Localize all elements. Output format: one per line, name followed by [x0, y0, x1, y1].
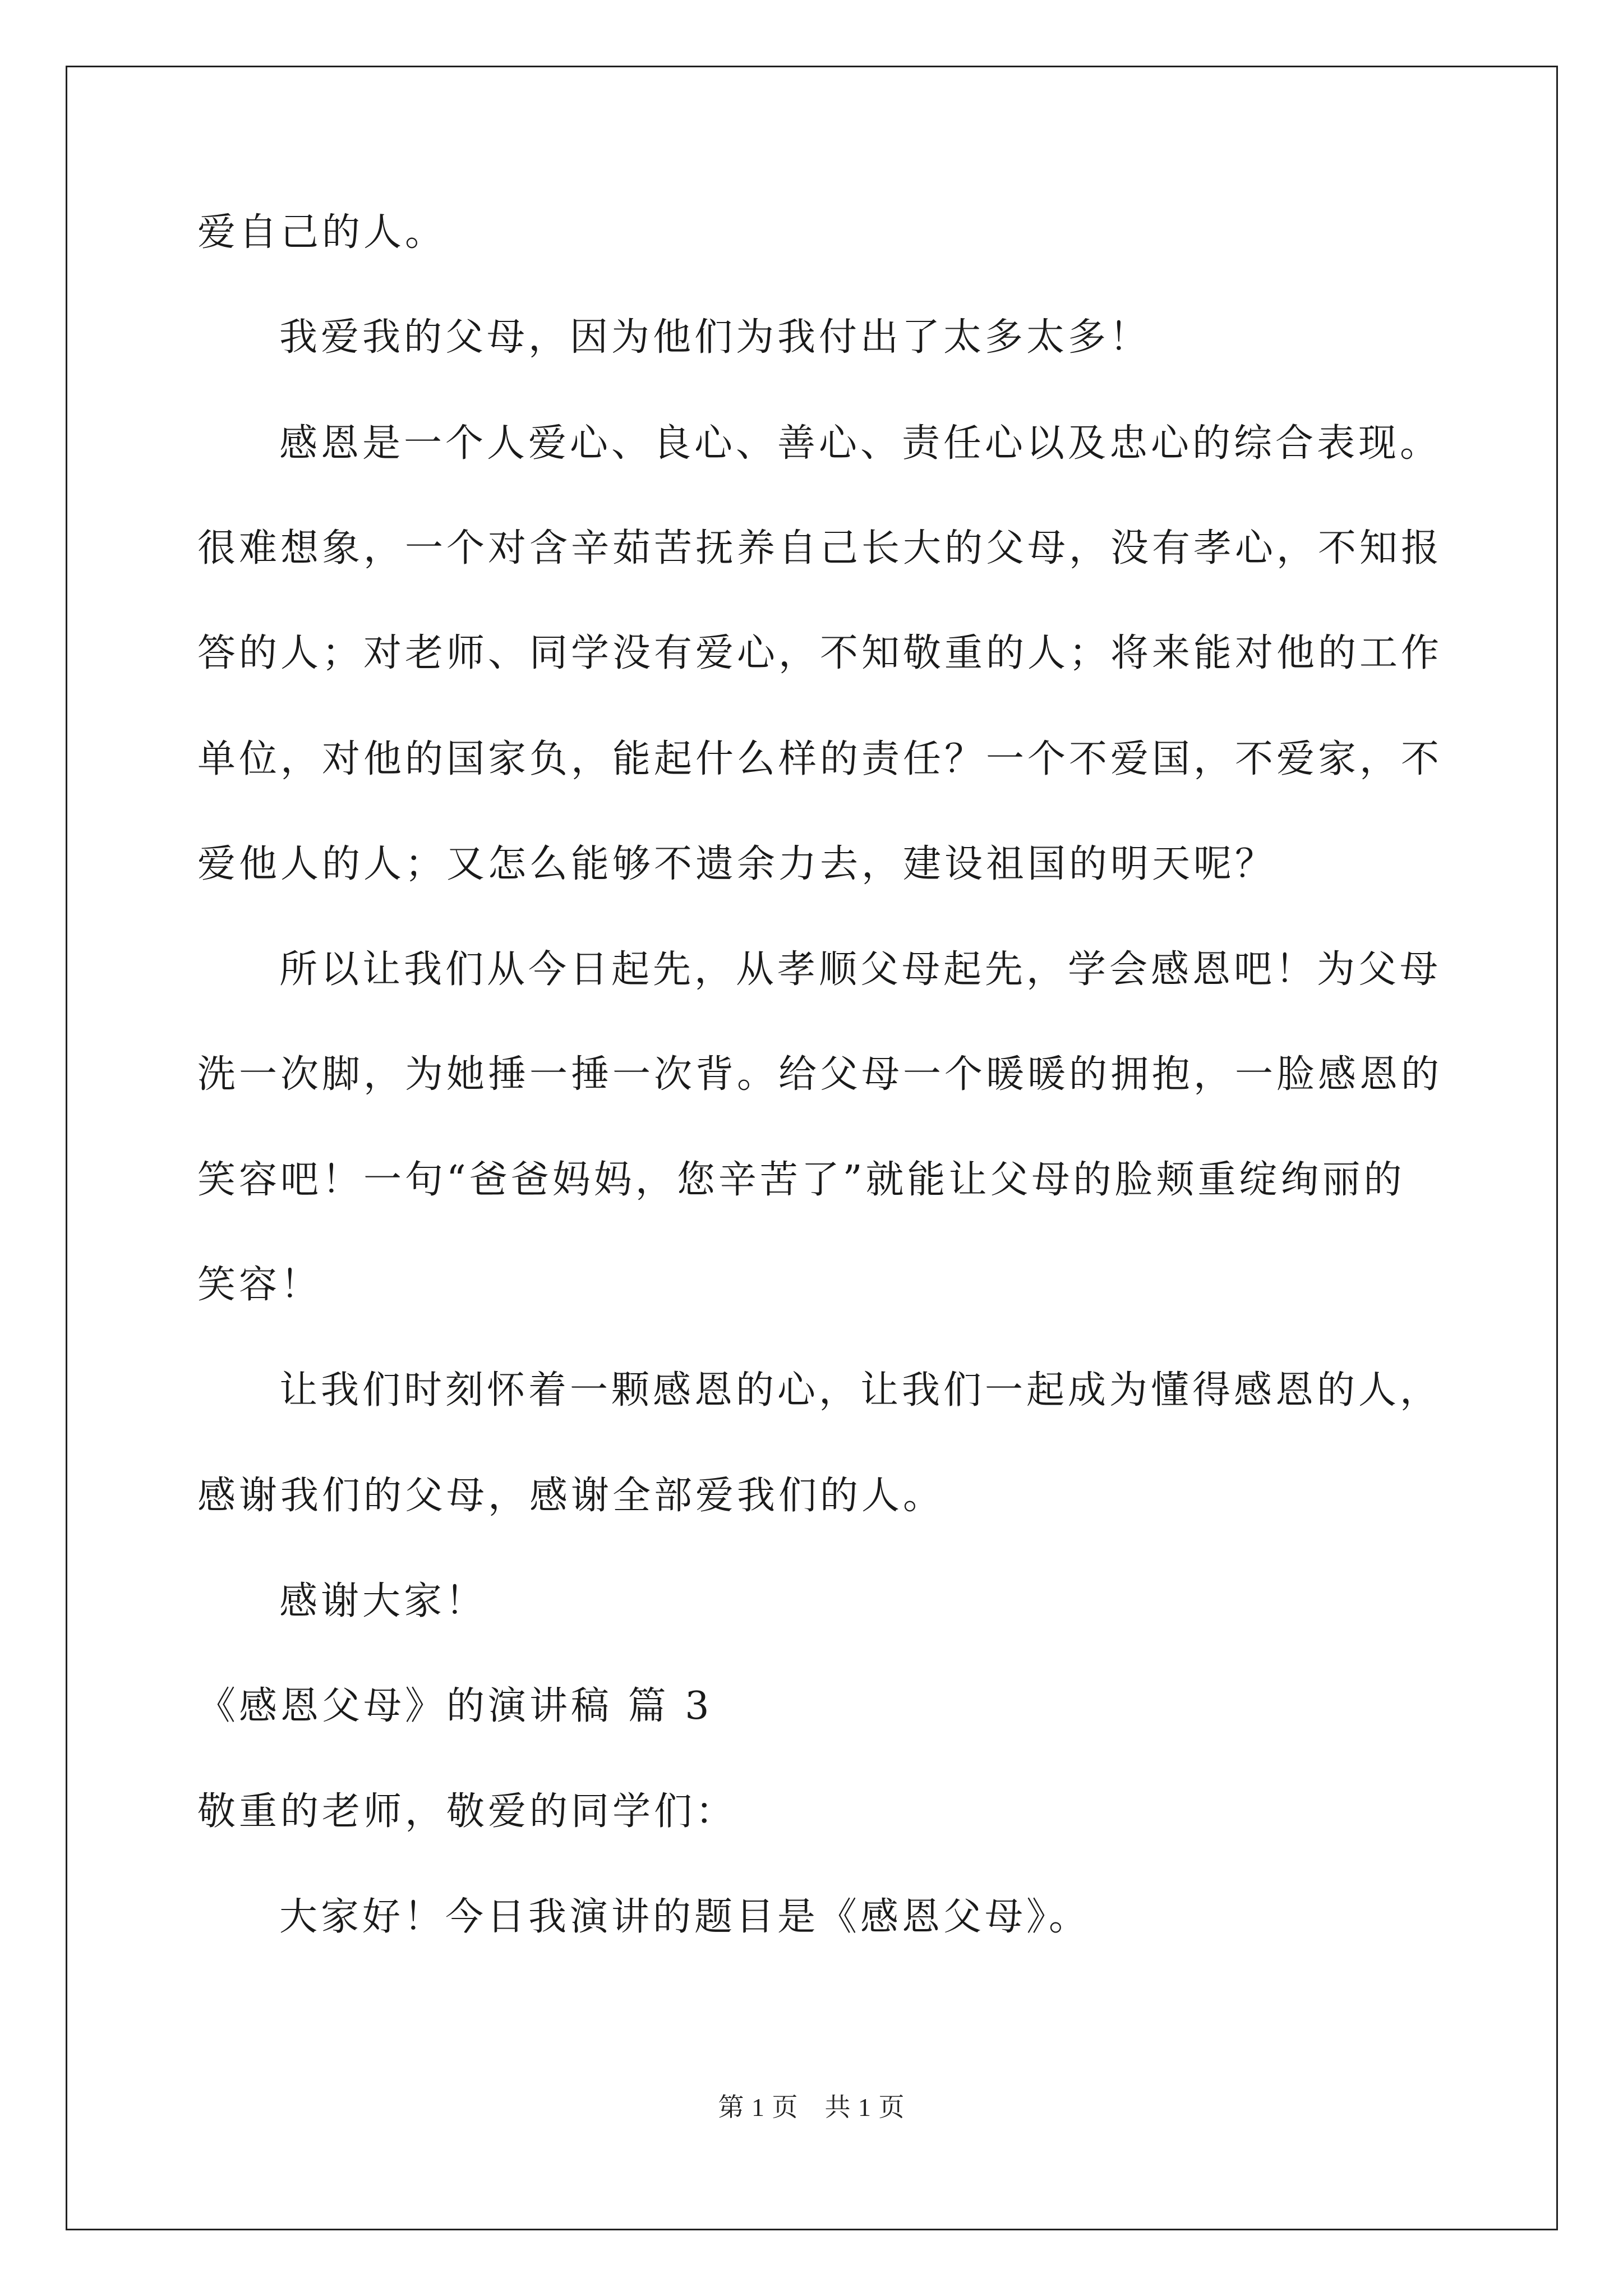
text-line: 单位，对他的国家负，能起什么样的责任？一个不爱国，不爱家，不 [197, 737, 1443, 781]
text-line: 笑容！ [197, 1263, 322, 1307]
section-heading: 《感恩父母》的演讲稿 篇 3 [197, 1684, 713, 1728]
paragraph-line: 让我们时刻怀着一颗感恩的心，让我们一起成为懂得感恩的人， [279, 1368, 1442, 1412]
text-line: 爱自己的人。 [197, 210, 447, 255]
text-line: 洗一次脚，为她捶一捶一次背。给父母一个暖暖的拥抱，一脸感恩的 [197, 1052, 1443, 1097]
paragraph-line: 感谢大家！ [279, 1579, 487, 1623]
text-line: 很难想象，一个对含辛茹苦抚养自己长大的父母，没有孝心，不知报 [197, 526, 1443, 570]
text-line: 感谢我们的父母，感谢全部爱我们的人。 [197, 1474, 945, 1518]
salutation-line: 敬重的老师，敬爱的同学们： [197, 1789, 737, 1834]
text-line: 答的人；对老师、同学没有爱心，不知敬重的人；将来能对他的工作 [197, 631, 1443, 675]
paragraph-line: 我爱我的父母，因为他们为我付出了太多太多！ [279, 315, 1151, 360]
text-line: 爱他人的人；又怎么能够不遗余力去，建设祖国的明天呢？ [197, 842, 1277, 886]
paragraph-line: 感恩是一个人爱心、良心、善心、责任心以及忠心的综合表现。 [279, 421, 1442, 466]
text-line: 笑容吧！一句“爸爸妈妈，您辛苦了”就能让父母的脸颊重绽绚丽的 [197, 1158, 1405, 1202]
page-footer: 第 1 页 共 1 页 [718, 2093, 905, 2122]
paragraph-line: 大家好！今日我演讲的题目是《感恩父母》。 [279, 1895, 1091, 1939]
paragraph-line: 所以让我们从今日起先，从孝顺父母起先，学会感恩吧！为父母 [279, 947, 1442, 992]
